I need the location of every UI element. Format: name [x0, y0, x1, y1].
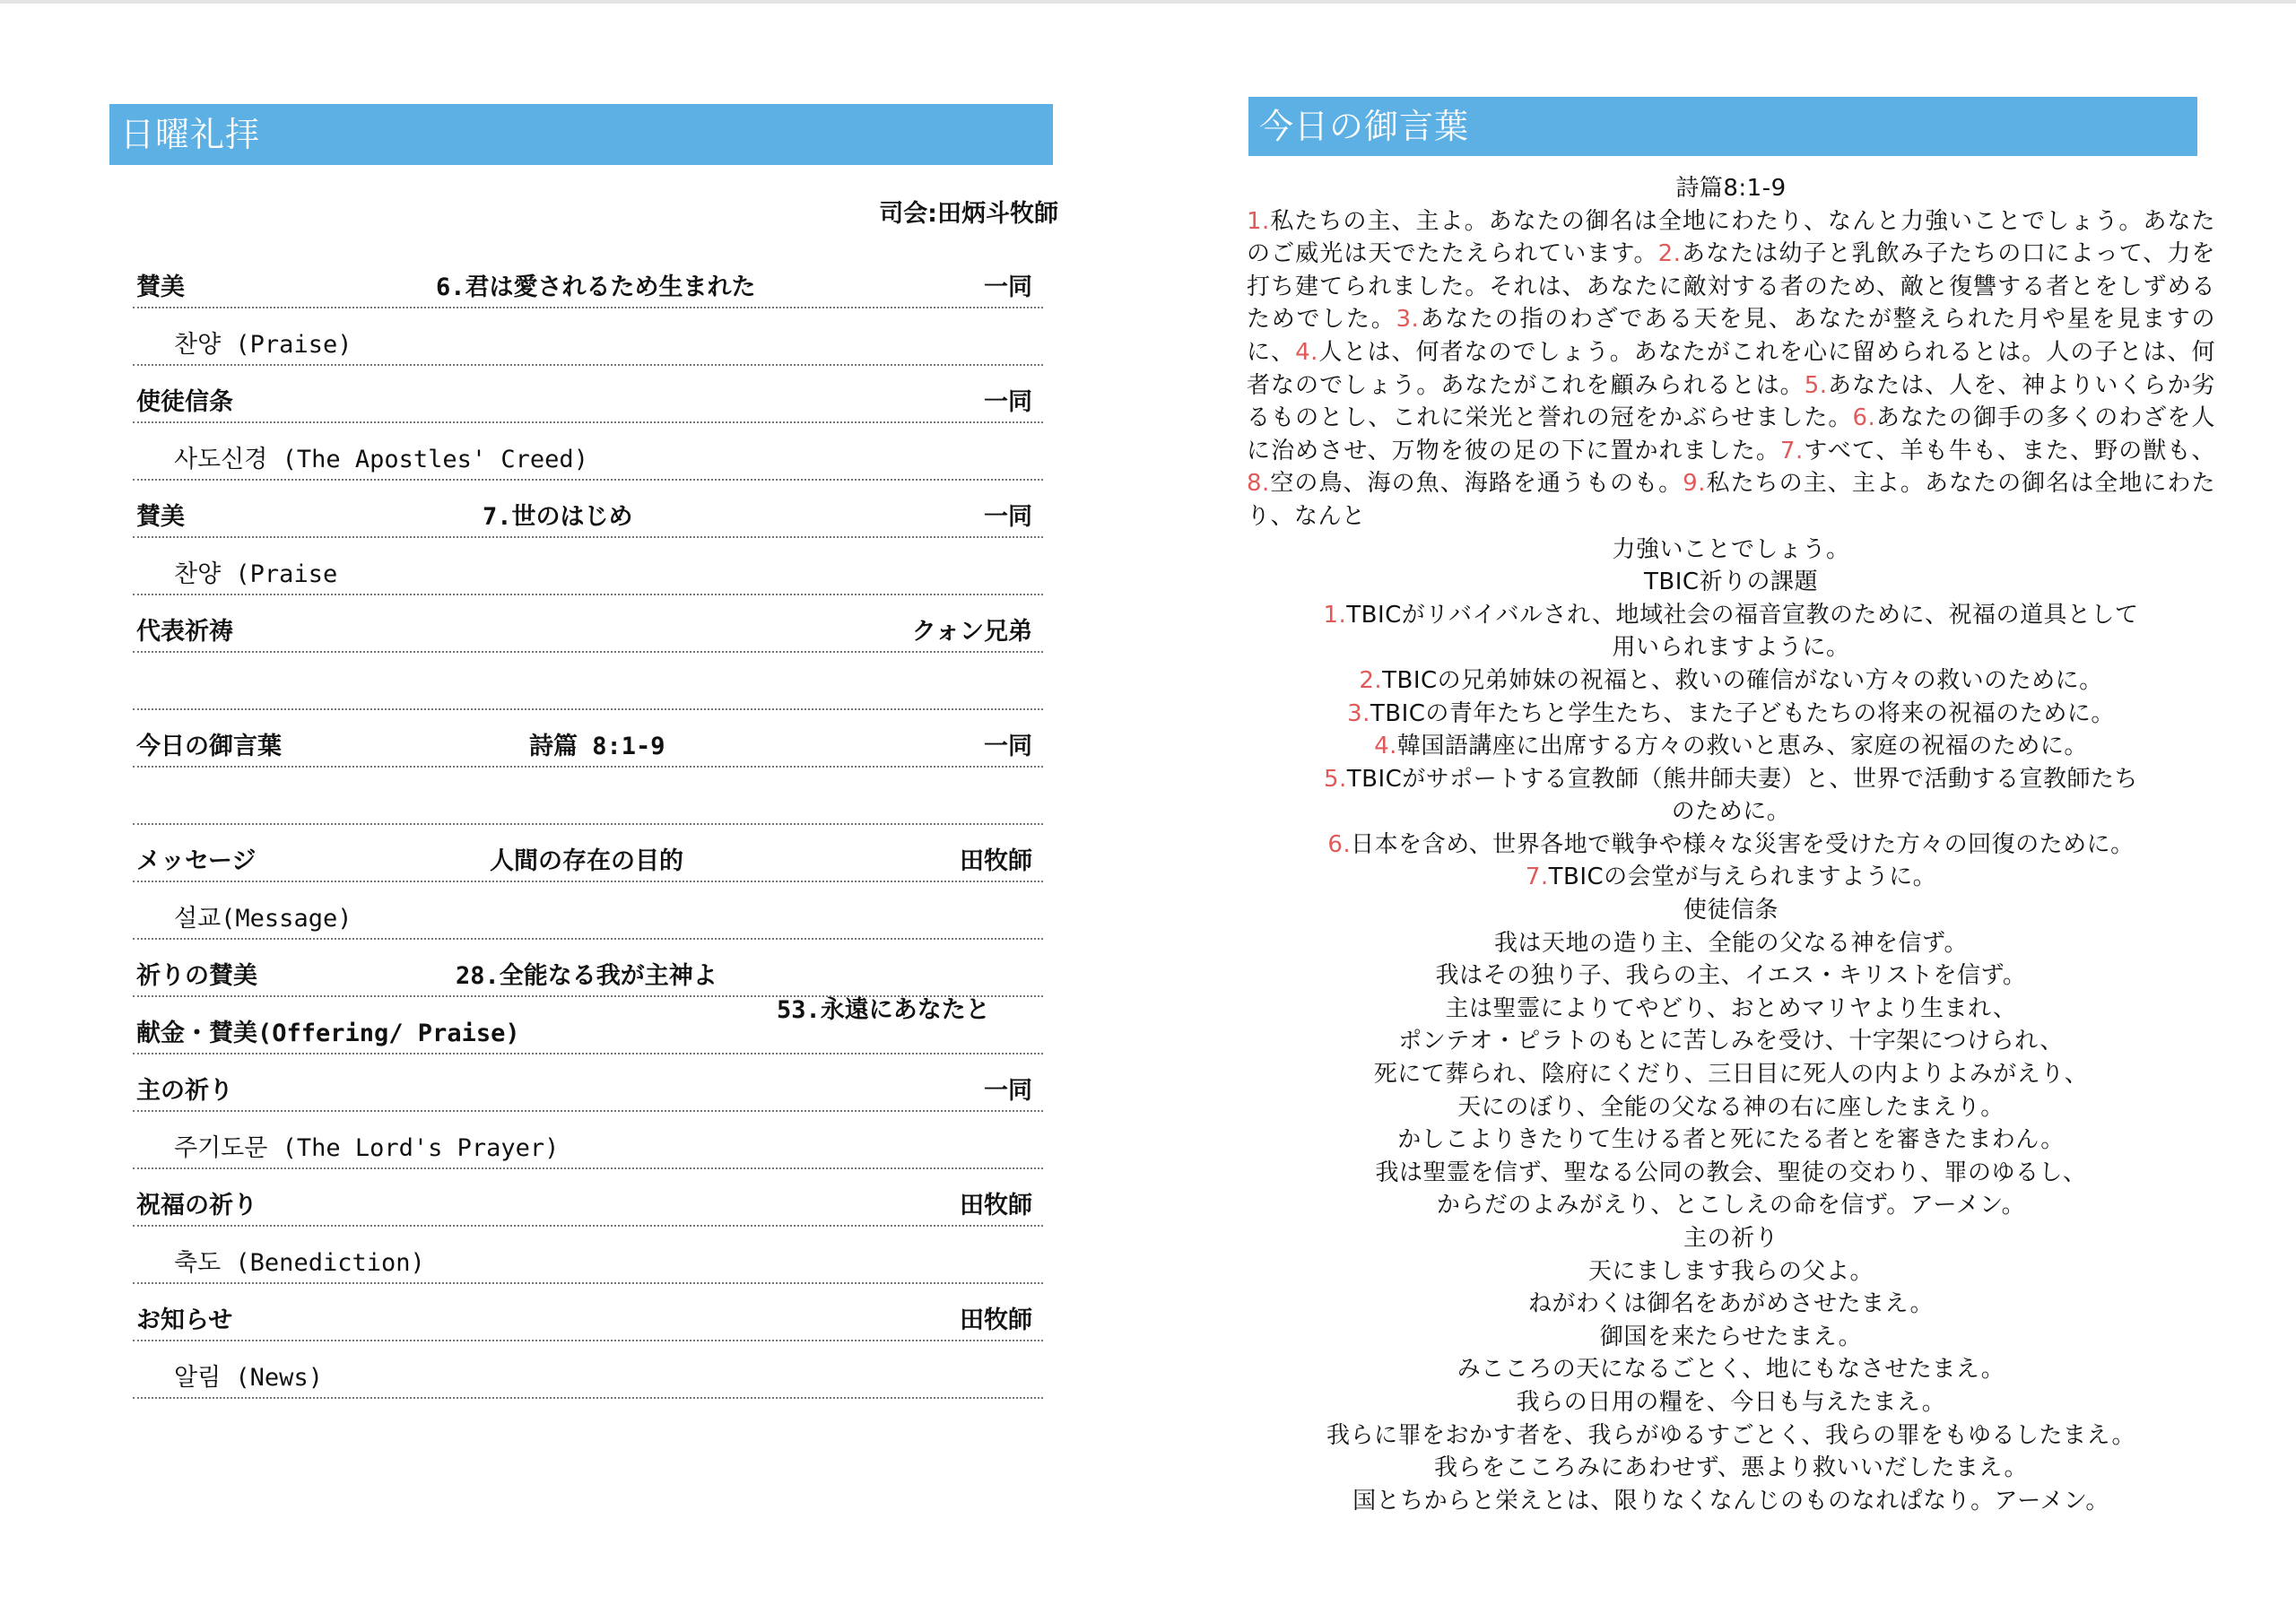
- verse-number: 8.: [1247, 470, 1270, 498]
- worship-row: [133, 1284, 1043, 1341]
- worship-row: [133, 997, 1043, 1055]
- worship-row: [133, 1112, 1043, 1169]
- prayer-text: TBICがリバイバルされ、地域社会の福音宣教のために、祝福の道具として: [1346, 601, 2139, 629]
- lords-prayer-line: 我らに罪をおかす者を、我らがゆるすごとく、我らの罪をもゆるしたまえ。: [1326, 1421, 2136, 1449]
- prayer-request: [1247, 664, 2215, 698]
- worship-row: [133, 825, 1043, 882]
- worship-order-list: [133, 251, 1043, 1399]
- verse-number: 7.: [1779, 437, 1804, 464]
- worship-row: [133, 1169, 1043, 1227]
- verse-number: 5.: [1804, 371, 1828, 399]
- lords-prayer-line: みこころの天になるごとく、地にもなさせたまえ。: [1457, 1356, 2005, 1384]
- prayer-request: [1247, 763, 2215, 796]
- worship-item: 使徒信条: [136, 388, 233, 416]
- worship-item-title: 6.君は愛されるため生まれた: [436, 273, 756, 301]
- creed-line: 我は聖霊を信ず、聖なる公同の教会、聖徒の交わり、罪のゆるし、: [1375, 1159, 2087, 1186]
- verse-number: 6.: [1852, 404, 1876, 432]
- worship-item-leader: 田牧師: [960, 847, 1032, 875]
- worship-item: 賛美: [136, 273, 185, 301]
- worship-row: [133, 1055, 1043, 1112]
- creed-line: ポンテオ・ピラトのもとに苦しみを受け、十字架につけられ、: [1398, 1028, 2064, 1055]
- prayer-number: 7.: [1525, 864, 1549, 891]
- psalm-last-line: 力強いことでしょう。: [1612, 535, 1850, 563]
- worship-item: 今日の御言葉: [136, 733, 282, 760]
- worship-item-title: 詩篇 8:1-9: [529, 733, 665, 760]
- verse-number: 1.: [1247, 207, 1270, 235]
- worship-item-translation: 알림 (News): [174, 1364, 323, 1392]
- verse-text: 私たちの主、主よ。あなたの御名は全地にわたり、なんと: [1247, 470, 2215, 530]
- lords-prayer-line: 我らをこころみにあわせず、悪より救いいだしたまえ。: [1434, 1454, 2028, 1482]
- worship-item-translation: 찬양 (Praise: [174, 560, 338, 588]
- worship-item-leader: 一同: [984, 273, 1032, 301]
- prayer-request: [1247, 599, 2215, 632]
- apostles-creed-text: [1247, 927, 2215, 1222]
- verse-number: 9.: [1683, 470, 1706, 498]
- readings-body: [1247, 172, 2215, 1517]
- verse-text: あなたは、人を、神よりいくらか劣るものとし、これに栄光と誉れの冠をかぶらせました。: [1247, 371, 2215, 432]
- verse-text: あなたの御手の多くのわざを人に治めさせ、万物を彼の足の下に置かれました。: [1247, 404, 2215, 464]
- worship-item: 代表祈祷: [136, 618, 233, 646]
- todays-word-page: [1148, 0, 2296, 1623]
- verse-number: 4.: [1295, 338, 1318, 366]
- creed-line: 死にて葬られ、陰府にくだり、三日目に死人の内よりよみがえり、: [1373, 1061, 2089, 1089]
- lords-prayer-text: [1247, 1255, 2215, 1518]
- prayer-number: 2.: [1359, 666, 1383, 694]
- creed-line: 我は天地の造り主、全能の父なる神を信ず。: [1494, 929, 1968, 957]
- worship-item-leader: クォン兄弟: [911, 618, 1032, 646]
- worship-item-leader: 一同: [984, 1077, 1032, 1105]
- worship-item-title: 53.永遠にあなたと: [777, 996, 990, 1024]
- worship-row: [133, 251, 1043, 308]
- worship-row: [133, 940, 1043, 997]
- worship-item-leader: 一同: [984, 388, 1032, 416]
- prayer-number: 4.: [1374, 733, 1397, 760]
- prayer-request: [1247, 698, 2215, 731]
- creed-line: 天にのぼり、全能の父なる神の右に座したまえり。: [1457, 1093, 2005, 1121]
- prayer-number: 5.: [1323, 765, 1347, 793]
- apostles-creed-title: 使徒信条: [1683, 897, 1779, 924]
- worship-item-leader: 田牧師: [960, 1192, 1032, 1219]
- worship-item: メッセージ: [136, 847, 257, 875]
- prayer-text: TBICの会堂が与えられますように。: [1548, 864, 1937, 891]
- psalm-text: [1247, 205, 2215, 534]
- worship-item: 献金・賛美(Offering/ Praise): [136, 1020, 520, 1047]
- worship-item: 祝福の祈り: [136, 1192, 257, 1219]
- worship-item-title: 28.全能なる我が主神よ: [456, 962, 718, 990]
- prayer-number: 6.: [1327, 830, 1352, 858]
- creed-line: 主は聖霊によりてやどり、おとめマリヤより生まれ、: [1445, 994, 2017, 1022]
- creed-line: からだのよみがえり、とこしえの命を信ず。アーメン。: [1436, 1192, 2026, 1219]
- worship-item: 祈りの賛美: [136, 962, 257, 990]
- prayer-request: [1247, 829, 2215, 862]
- lords-prayer-title: 主の祈り: [1683, 1225, 1779, 1252]
- verse-text: あなたの指のわざである天を見、あなたが整えられた月や星を見ますのに、: [1247, 306, 2215, 366]
- lords-prayer-line: 御国を来たらせたまえ。: [1599, 1323, 1863, 1350]
- worship-item-translation: 찬양 (Praise): [174, 331, 352, 359]
- prayer-number: 1.: [1323, 601, 1347, 629]
- verse-number: 3.: [1396, 306, 1420, 334]
- worship-row: [133, 595, 1043, 653]
- worship-row-blank: [133, 768, 1043, 825]
- worship-row: [133, 1227, 1043, 1284]
- worship-item-translation: 축도 (Benediction): [174, 1249, 425, 1277]
- prayer-requests-title: TBIC祈りの課題: [1643, 568, 1819, 596]
- verse-text: すべて、羊も牛も、また、野の獣も、: [1803, 437, 2215, 464]
- lords-prayer-line: 天にまします我らの父よ。: [1587, 1257, 1874, 1285]
- prayer-request: [1247, 861, 2215, 894]
- worship-item-title: 7.世のはじめ: [483, 503, 633, 531]
- presider-label: 司会:田炳斗牧師: [879, 200, 1058, 228]
- psalm-reference: 詩篇8:1-9: [1675, 175, 1787, 202]
- worship-row: [133, 1341, 1043, 1399]
- worship-row: [133, 481, 1043, 538]
- worship-row: [133, 882, 1043, 940]
- creed-line: かしこよりきたりて生ける者と死にたる者とを審きたまわん。: [1397, 1126, 2065, 1154]
- prayer-text: 韓国語講座に出席する方々の救いと恵み、家庭の祝福のために。: [1396, 733, 2088, 760]
- prayer-text: 日本を含め、世界各地で戦争や様々な災害を受けた方々の回復のために。: [1351, 830, 2135, 858]
- prayer-requests-list: [1247, 599, 2215, 894]
- prayer-number: 3.: [1347, 699, 1370, 727]
- prayer-request-continued: 用いられますように。: [1612, 634, 1850, 662]
- worship-item: 賛美: [136, 503, 185, 531]
- prayer-text: TBICの兄弟姉妹の祝福と、救いの確信がない方々の救いのために。: [1382, 666, 2103, 694]
- worship-item-translation: 사도신경 (The Apostles' Creed): [174, 446, 588, 473]
- prayer-text: TBICの青年たちと学生たち、また子どもたちの将来の祝福のために。: [1370, 699, 2115, 727]
- verse-text: 空の鳥、海の魚、海路を通うものも。: [1269, 470, 1683, 498]
- worship-item-translation: 주기도문 (The Lord's Prayer): [174, 1134, 560, 1162]
- verse-text: あなたは幼子と乳飲み子たちの口によって、力を打ち建てられました。それは、あなたに敵対する者のため、敵と復讐する者とをしずめるためでした。: [1247, 240, 2216, 334]
- prayer-request: [1247, 730, 2215, 763]
- todays-word-header: 今日の御言葉: [1248, 97, 2197, 156]
- worship-row-blank: [133, 653, 1043, 710]
- worship-row: [133, 308, 1043, 366]
- worship-row: [133, 538, 1043, 595]
- sunday-worship-header: 日曜礼拝: [109, 104, 1053, 165]
- worship-item-leader: 一同: [984, 503, 1032, 531]
- prayer-request-continued: のために。: [1671, 798, 1791, 826]
- worship-row: [133, 710, 1043, 768]
- lords-prayer-line: 我らの日用の糧を、今日も与えたまえ。: [1516, 1388, 1946, 1416]
- verse-number: 2.: [1657, 240, 1682, 268]
- prayer-text: TBICがサポートする宣教師（熊井師夫妻）と、世界で活動する宣教師たち: [1346, 765, 2139, 793]
- creed-line: 我はその独り子、我らの主、イエス・キリストを信ず。: [1435, 962, 2027, 990]
- verse-text: 人とは、何者なのでしょう。あなたがこれを心に留められるとは。人の子とは、何者なのでしょう。あなたがこれを顧みられるとは。: [1247, 338, 2215, 399]
- worship-row: [133, 366, 1043, 423]
- worship-item: お知らせ: [136, 1306, 233, 1334]
- lords-prayer-line: 国とちからと栄えとは、限りなくなんじのものなれぱなり。アーメン。: [1352, 1487, 2109, 1515]
- worship-item-leader: 田牧師: [960, 1306, 1032, 1334]
- worship-item: 主の祈り: [136, 1077, 233, 1105]
- lords-prayer-line: ねがわくは御名をあがめさせたまえ。: [1527, 1290, 1935, 1318]
- worship-item-translation: 설교(Message): [174, 905, 352, 933]
- verse-text: 私たちの主、主よ。あなたの御名は全地にわたり、なんと力強いことでしょう。あなたのご威光は天でたたえられています。: [1247, 207, 2215, 268]
- worship-row: [133, 423, 1043, 481]
- worship-item-leader: 一同: [984, 733, 1032, 760]
- worship-item-title: 人間の存在の目的: [490, 847, 683, 875]
